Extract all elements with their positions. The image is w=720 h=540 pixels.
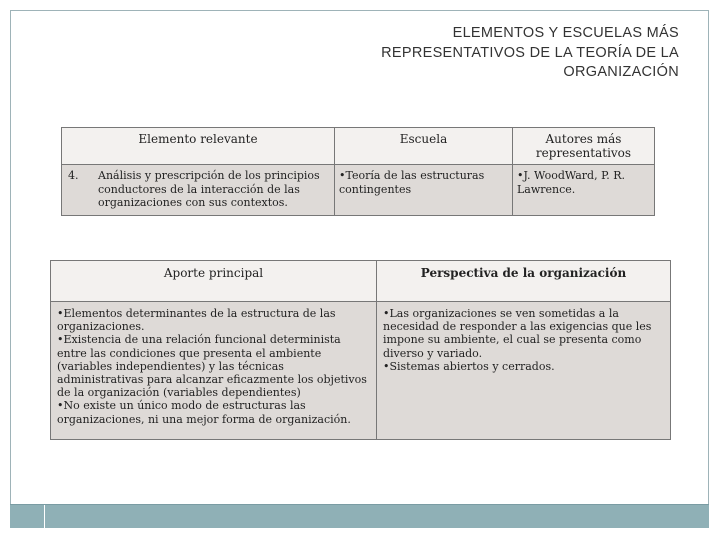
aporte-bullet: •Existencia de una relación funcional determinista entre las condiciones que presenta el ambiente (variables independientes) y las técnicas administrativas para alcanzar eficazmente los objetivos de la organización (variables dependientes) <box>57 333 367 400</box>
table-row <box>51 302 671 440</box>
slide-title: ELEMENTOS Y ESCUELAS MÁS REPRESENTATIVOS DE LA TEORÍA DE LA ORGANIZACIÓN <box>381 25 679 80</box>
row-number: 4. <box>68 169 79 182</box>
cell-elemento <box>62 165 335 216</box>
footer-bar <box>10 504 709 528</box>
cell-aporte <box>51 302 377 440</box>
footer-divider <box>44 505 45 528</box>
header-aporte-principal: Aporte principal <box>51 261 377 302</box>
cell-autores: •J. WoodWard, P. R. Lawrence. <box>513 165 655 216</box>
cell-escuela: •Teoría de las estructuras contingentes <box>335 165 513 216</box>
elements-table <box>61 127 655 216</box>
table-header-row <box>62 128 655 165</box>
header-elemento-relevante: Elemento relevante <box>62 128 335 165</box>
header-escuela: Escuela <box>335 128 513 165</box>
header-perspectiva: Perspectiva de la organización <box>377 261 671 302</box>
aporte-bullet: •No existe un único modo de estructuras las organizaciones, ni una mejor forma de organización. <box>57 399 351 426</box>
elemento-text: Análisis y prescripción de los principios conductores de la interacción de las organizaciones con sus contextos. <box>98 169 320 209</box>
cell-perspectiva <box>377 302 671 440</box>
aporte-bullet: •Elementos determinantes de la estructura de las organizaciones. <box>57 307 336 334</box>
table-header-row <box>51 261 671 302</box>
header-autores: Autores más representativos <box>513 128 655 165</box>
table-row <box>62 165 655 216</box>
contributions-table <box>50 260 671 440</box>
perspectiva-bullet: •Sistemas abiertos y cerrados. <box>383 359 555 373</box>
perspectiva-bullet: •Las organizaciones se ven sometidas a la necesidad de responder a las exigencias que les impone su ambiente, el cual se presenta como diverso y variado. <box>383 307 652 360</box>
